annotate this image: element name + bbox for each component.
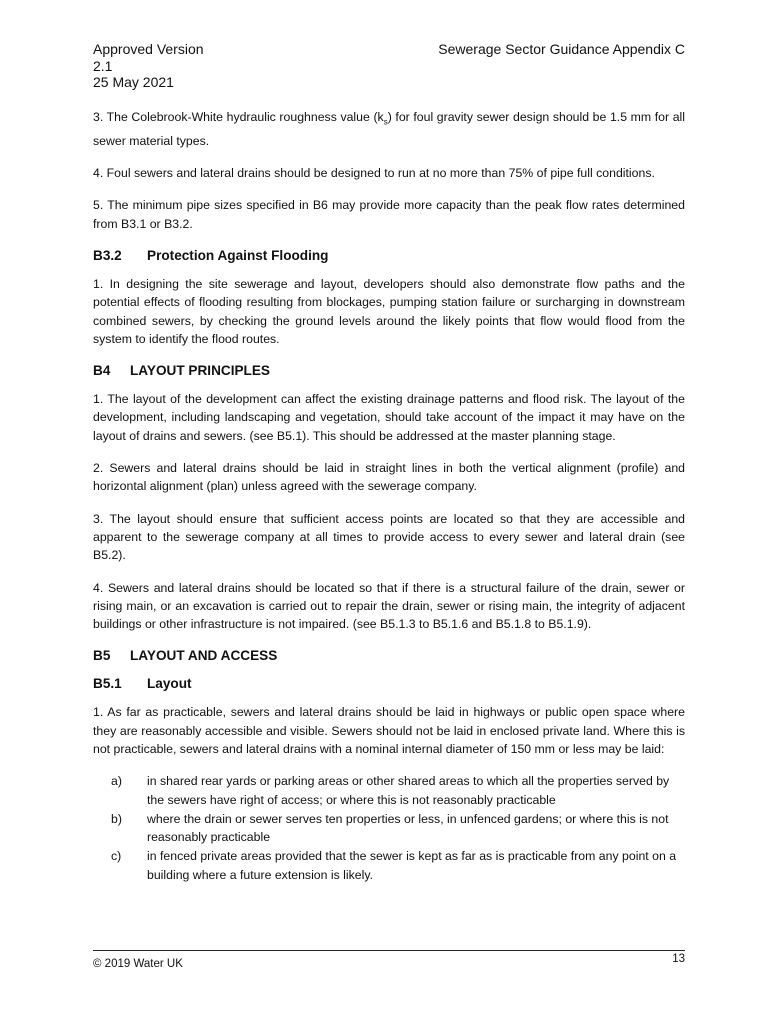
conditions-list [93,772,685,884]
page-header [93,41,685,91]
document-title: Sewerage Sector Guidance Appendix C [438,41,685,57]
page-number: 13 [672,953,685,965]
paragraph-3: 3. The Colebrook-White hydraulic roughness value $(k_s)$ for foul gravity sewer design should be 1.5 mm for all sewer material types. [93,110,686,148]
section-heading-b4: B4 LAYOUT PRINCIPLES [93,363,270,379]
footer-divider [93,950,685,951]
list-item: b) where the drain or sewer serves ten properties or less, in unfenced gardens; or where this is not reasonably practicable [111,811,669,845]
paragraph-5: 5. The minimum pipe sizes specified in B6 may provide more capacity than the peak flow rates determined from B3.1 or B3.2. [93,198,685,231]
b4-paragraph-3: 3. The layout should ensure that sufficient access points are located so that they are accessible and apparent to the sewerage company at all times to provide access to every sewer and lateral drain (see B5.2). [93,511,685,563]
section-heading-b5: B5 LAYOUT AND ACCESS [93,648,278,664]
section-heading-b51: B5.1 Layout [93,676,192,692]
b4-paragraph-4: 4. Sewers and lateral drains should be located so that if there is a structural failure of the drain, sewer or rising main, or an excavation is carried out to repair the drain, sewer or rising main, the integrity of adjacent buildings or other infrastructure is not impaired. (see B5.1.3 to B5.1.6 and B5.1.8 to B5.1.9). [93,580,685,632]
b51-paragraph-1: 1. As far as practicable, sewers and lateral drains should be laid in highways or public open space where they are reasonably accessible and visible. Sewers should not be laid in enclosed private land. Where this is not practicable, sewers and lateral drains with a nominal internal diameter of 150 mm or less may be laid: [93,705,685,756]
version-number: 2.1 [93,57,113,74]
paragraph-4: 4. Foul sewers and lateral drains should be designed to run at no more than 75% of pipe full conditions. [93,166,655,181]
section-heading-b32: B3.2 Protection Against Flooding [93,247,329,263]
copyright-notice: © 2019 Water UK [93,958,183,970]
b32-paragraph-1: 1. In designing the site sewerage and layout, developers should also demonstrate flow paths and the potential effects of flooding resulting from blockages, pumping station failure or surcharging in downstream combined sewers, by checking the ground levels around the likely points that flow would flood from the system to identify the flood routes. [93,276,685,346]
b4-paragraph-2: 2. Sewers and lateral drains should be laid in straight lines in both the vertical alignment (profile) and horizontal alignment (plan) unless agreed with the sewerage company. [93,461,685,494]
b4-paragraph-1: 1. The layout of the development can affect the existing drainage patterns and flood risk. The layout of the development, including landscaping and vegetation, should take account of the impact it may have on the layout of drains and sewers. (see B5.1). This should be addressed at the master planning stage. [93,392,685,443]
document-date: 25 May 2021 [93,74,174,90]
version-label: Approved Version [93,41,204,57]
page-content [93,108,685,885]
list-item: c) in fenced private areas provided that the sewer is kept as far as is practicable from any point on a building where a future extension is likely. [111,849,677,882]
list-item: a) in shared rear yards or parking areas or other shared areas to which all the properties served by the sewers have right of access; or where this is not reasonably practicable [111,774,670,807]
